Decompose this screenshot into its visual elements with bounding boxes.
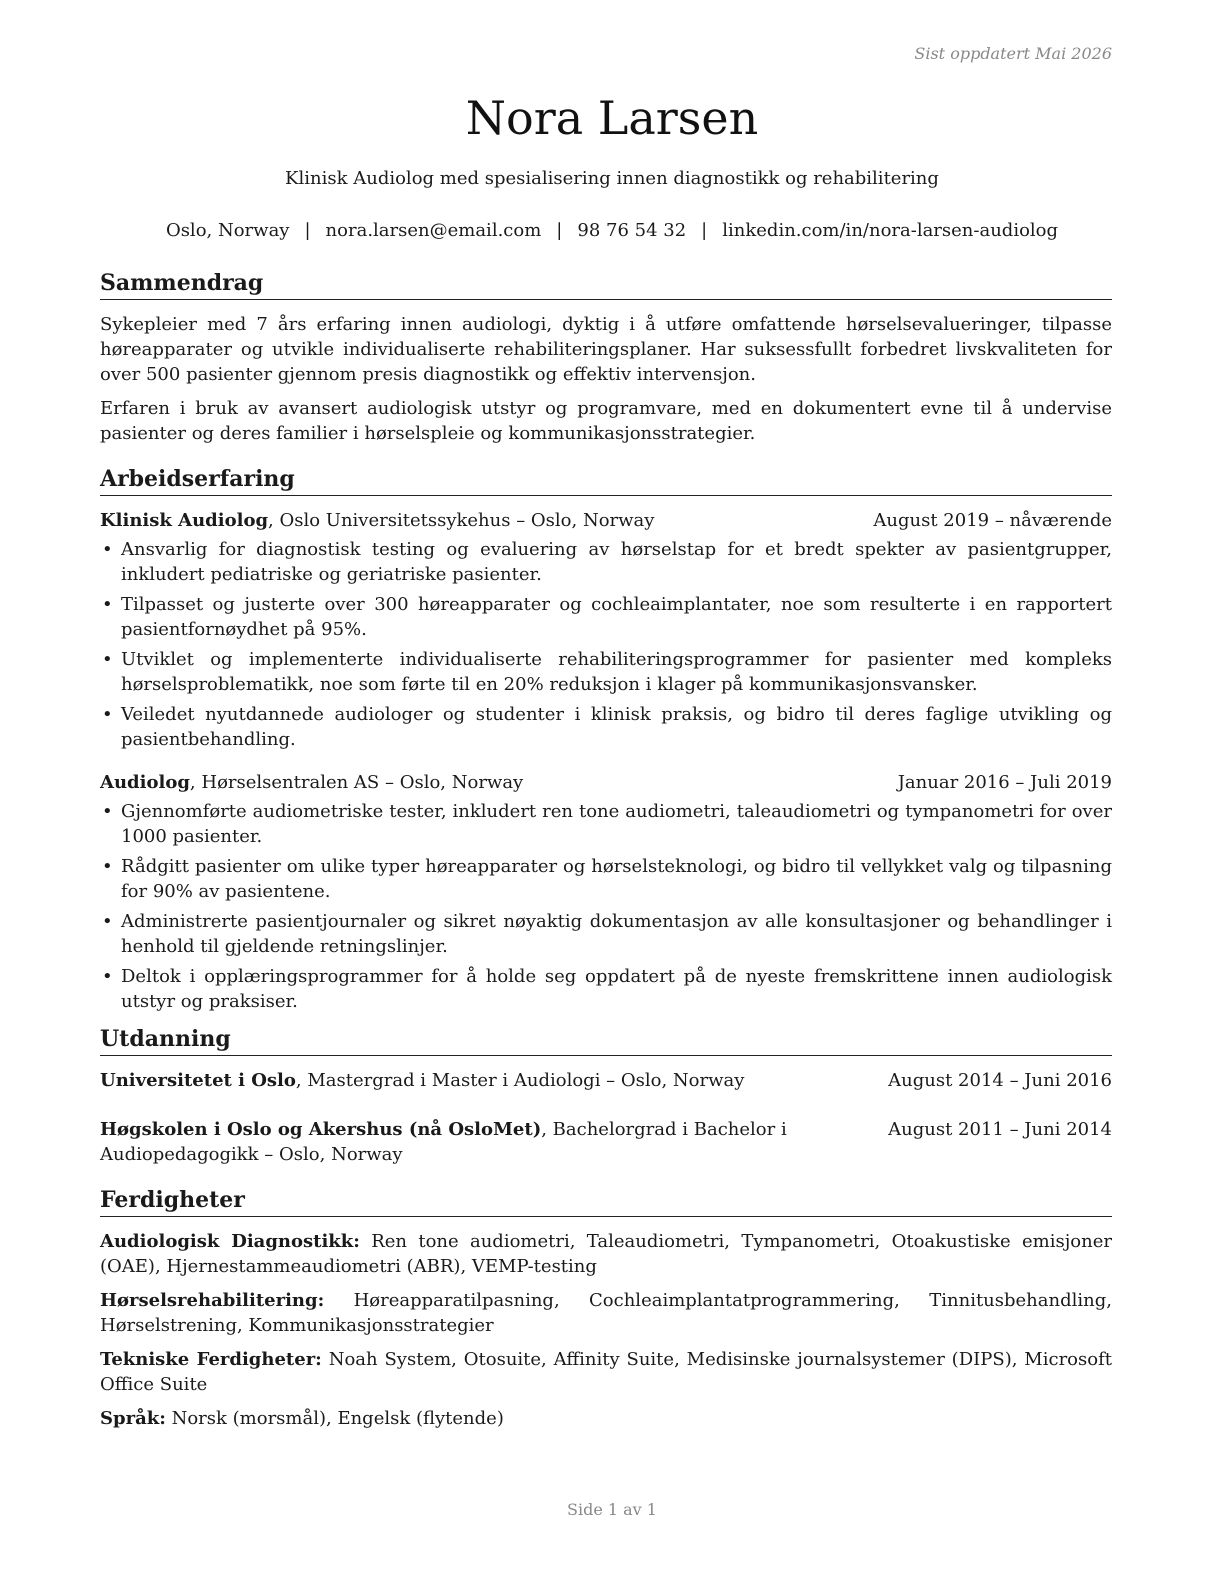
job-employer: , Hørselsentralen AS – Oslo, Norway [189,772,524,793]
education-school: Universitetet i Oslo [100,1070,296,1091]
contact-line [0,218,1224,244]
job-bullets [100,537,1112,752]
skill-row [100,1288,1112,1338]
skill-label: Tekniske Ferdigheter: [100,1349,322,1370]
skill-value: Norsk (morsmål), Engelsk (flytende) [171,1408,504,1429]
experience-section [100,464,1112,1014]
contact-separator: | [556,220,563,241]
job-dates: Januar 2016 – Juli 2019 [897,772,1112,793]
education-entry [100,1117,1112,1167]
job-bullet: • Rådgitt pasienter om ulike typer høreapparater og hørselsteknologi, og bidro til vellykket valg og tilpasning for 90% av pasientene. [100,854,1112,904]
skill-label: Audiologisk Diagnostikk: [100,1231,360,1252]
tagline: Klinisk Audiolog med spesialisering innen diagnostikk og rehabilitering [285,168,939,189]
contact-email[interactable]: nora.larsen@email.com [325,220,542,241]
education-detail: , Bachelorgrad i Bachelor i Audiopedagogikk – Oslo, Norway [100,1119,787,1165]
section-title-experience: Arbeidserfaring [100,464,1112,496]
resume-content [100,268,1112,1431]
education-entry [100,1068,1112,1093]
job-dates: August 2019 – nåværende [873,510,1112,531]
contact-linkedin[interactable]: linkedin.com/in/nora-larsen-audiolog [722,220,1059,241]
job-bullet: • Gjennomførte audiometriske tester, inkludert ren tone audiometri, taleaudiometri og tympanometri for over 1000 pasienter. [100,799,1112,849]
contact-separator: | [701,220,708,241]
skills-section [100,1185,1112,1431]
skill-label: Språk: [100,1408,166,1429]
summary-paragraph: Erfaren i bruk av avansert audiologisk utstyr og programvare, med en dokumentert evne til å undervise pasienter og deres familier i hørselspleie og kommunikasjonsstrategier. [100,398,1112,444]
education-section [100,1024,1112,1167]
job-entry [100,770,1112,1014]
education-dates: August 2014 – Juni 2016 [888,1070,1112,1091]
section-title-education: Utdanning [100,1024,1112,1056]
job-employer: , Oslo Universitetssykehus – Oslo, Norway [268,510,655,531]
skill-value: Ren tone audiometri, Taleaudiometri, Tympanometri, Otoakustiske emisjoner (OAE), Hjernestammeaudiometri (ABR), VEMP-testing [100,1231,1112,1277]
contact-location: Oslo, Norway [165,220,290,241]
page-footer: Side 1 av 1 [567,1500,657,1519]
candidate-name: Nora Larsen [465,91,759,145]
skill-value: Høreapparatilpasning, Cochleaimplantatprogrammering, Tinnitusbehandling, Hørselstrening, Kommunikasjonsstrategier [100,1290,1112,1336]
education-detail: , Mastergrad i Master i Audiologi – Oslo, Norway [295,1070,745,1091]
section-title-skills: Ferdigheter [100,1185,1112,1217]
job-role: Audiolog [100,772,190,793]
job-bullet: • Administrerte pasientjournaler og sikret nøyaktig dokumentasjon av alle konsultasjoner og behandlinger i henhold til gjeldende retningslinjer. [100,909,1112,959]
job-bullets [100,799,1112,1014]
job-bullet: • Tilpasset og justerte over 300 høreapparater og cochleaimplantater, noe som resulterte i en rapportert pasientfornøydhet på 95%. [100,592,1112,642]
summary-paragraph: Sykepleier med 7 års erfaring innen audiologi, dyktig i å utføre omfattende hørselsevalueringer, tilpasse høreapparater og utvikle individualiserte rehabiliteringsplaner. Har suksessfullt forbedret livskvaliteten for over 500 pasienter gjennom presis diagnostikk og effektiv intervensjon. [100,314,1112,385]
job-entry [100,508,1112,752]
job-bullet: • Ansvarlig for diagnostisk testing og evaluering av hørselstap for et bredt spekter av pasientgrupper, inkludert pediatriske og geriatriske pasienter. [100,537,1112,587]
summary-section [100,268,1112,446]
job-bullet: • Utviklet og implementerte individualiserte rehabiliteringsprogrammer for pasienter med kompleks hørselsproblematikk, noe som førte til en 20% reduksjon i klager på kommunikasjonsvansker. [100,647,1112,697]
contact-separator: | [304,220,311,241]
education-dates: August 2011 – Juni 2014 [888,1119,1112,1140]
job-header [100,508,1112,533]
skill-value: Noah System, Otosuite, Affinity Suite, Medisinske journalsystemer (DIPS), Microsoft Office Suite [100,1349,1112,1395]
section-title-summary: Sammendrag [100,268,1112,300]
last-updated: Sist oppdatert Mai 2026 [914,44,1112,63]
job-role: Klinisk Audiolog [100,510,269,531]
skill-row [100,1347,1112,1397]
education-school: Høgskolen i Oslo og Akershus (nå OsloMet) [100,1119,542,1140]
skill-row [100,1406,1112,1431]
job-header [100,770,1112,795]
job-bullet: • Veiledet nyutdannede audiologer og studenter i klinisk praksis, og bidro til deres faglige utvikling og pasientbehandling. [100,702,1112,752]
job-bullet: • Deltok i opplæringsprogrammer for å holde seg oppdatert på de nyeste fremskrittene innen audiologisk utstyr og praksiser. [100,964,1112,1014]
skill-label: Hørselsrehabilitering: [100,1290,325,1311]
skill-row [100,1229,1112,1279]
contact-phone: 98 76 54 32 [577,220,687,241]
